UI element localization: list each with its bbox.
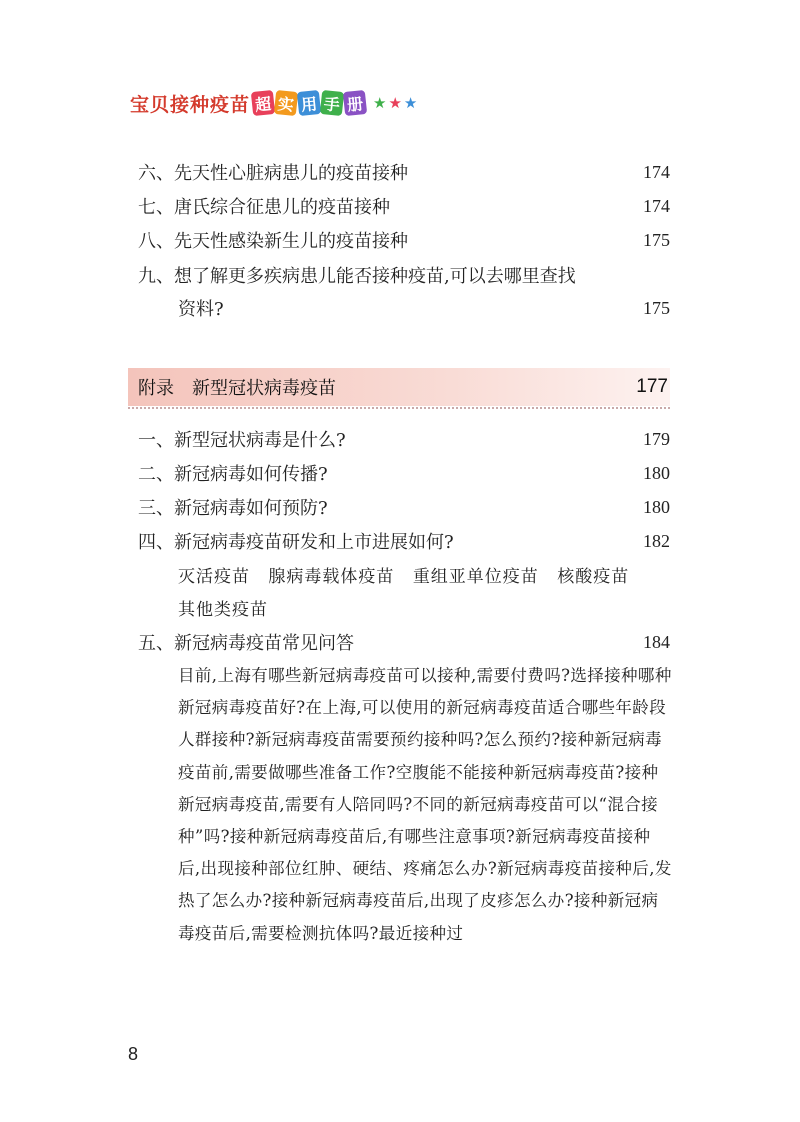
toc-entry[interactable] <box>138 260 670 290</box>
appendix-page: 177 <box>636 376 668 397</box>
toc-entry-label: 五、新冠病毒疫苗常见问答 <box>138 633 354 654</box>
star-icon: ★ <box>388 93 402 112</box>
toc-entry[interactable] <box>138 424 670 454</box>
toc-entry-label: 一、新型冠状病毒是什么? <box>138 430 346 451</box>
toc-entry[interactable] <box>138 225 670 255</box>
appendix-heading[interactable] <box>128 368 670 406</box>
toc-entry-continuation[interactable] <box>178 293 670 323</box>
toc-entry-label: 二、新冠病毒如何传播? <box>138 464 328 485</box>
vaccine-type: 重组亚单位疫苗 <box>412 567 539 587</box>
star-icon: ★ <box>403 93 418 112</box>
book-title-tiles <box>252 91 367 115</box>
toc-entry-page: 179 <box>643 428 670 449</box>
toc-entry[interactable] <box>138 526 670 556</box>
title-tile: 册 <box>343 90 367 116</box>
vaccine-types <box>178 562 641 587</box>
toc-entry-page: 184 <box>643 631 670 652</box>
toc-entry[interactable] <box>138 157 670 187</box>
stars-decoration <box>373 93 419 112</box>
toc-entry-label: 七、唐氏综合征患儿的疫苗接种 <box>138 197 390 218</box>
toc-entry-page: 175 <box>643 297 670 318</box>
appendix-title: 附录 新型冠状病毒疫苗 <box>138 378 336 399</box>
book-title: 宝贝接种疫苗 <box>130 93 251 116</box>
toc-entry-page: 180 <box>643 496 670 517</box>
dotted-divider <box>128 407 670 409</box>
toc-entry-label: 四、新冠病毒疫苗研发和上市进展如何? <box>138 532 454 553</box>
title-tile: 用 <box>297 90 321 116</box>
page-number: 8 <box>128 1044 139 1064</box>
toc-entry-label: 资料? <box>178 299 224 320</box>
vaccine-type: 核酸疫苗 <box>557 567 630 587</box>
toc-entry-label: 八、先天性感染新生儿的疫苗接种 <box>138 231 408 252</box>
faq-summary-paragraph: 目前,上海有哪些新冠病毒疫苗可以接种,需要付费吗?选择接种哪种新冠病毒疫苗好?在上海,可以使用的新冠病毒疫苗适合哪些年龄段人群接种?新冠病毒疫苗需要预约接种吗?怎么预约?接种新冠病毒疫苗前,需要做哪些准备工作?空腹能不能接种新冠病毒疫苗?接种新冠病毒疫苗,需要有人陪同吗?不同的新冠病毒疫苗可以“混合接种”吗?接种新冠病毒疫苗后,有哪些注意事项?新冠病毒疫苗接种后,出现接种部位红肿、硬结、疼痛怎么办?新冠病毒疫苗接种后,发热了怎么办?接种新冠病毒疫苗后,出现了皮疹怎么办?接种新冠病毒疫苗后,需要检测抗体吗?最近接种过 <box>178 666 672 943</box>
toc-entry-page: 175 <box>643 229 670 250</box>
title-tile: 手 <box>320 90 344 116</box>
toc-entry-label: 六、先天性心脏病患儿的疫苗接种 <box>138 163 408 184</box>
toc-entry-page: 180 <box>643 462 670 483</box>
toc-entry[interactable] <box>138 627 670 657</box>
toc-entry[interactable] <box>138 492 670 522</box>
star-icon: ★ <box>373 93 387 112</box>
title-tile: 实 <box>274 90 298 116</box>
toc-entry-label: 三、新冠病毒如何预防? <box>138 498 328 519</box>
toc-entry[interactable] <box>138 191 670 221</box>
running-header <box>130 86 419 120</box>
toc-entry-page: 174 <box>643 161 670 182</box>
toc-entry-page: 174 <box>643 195 670 216</box>
vaccine-types-continued <box>178 595 280 620</box>
vaccine-type: 腺病毒载体疫苗 <box>268 567 395 587</box>
vaccine-type: 其他类疫苗 <box>178 600 268 620</box>
title-tile: 超 <box>251 90 275 116</box>
toc-entry[interactable] <box>138 458 670 488</box>
toc-entry-page: 182 <box>643 530 670 551</box>
vaccine-type: 灭活疫苗 <box>178 567 250 587</box>
toc-entry-label: 九、想了解更多疾病患儿能否接种疫苗,可以去哪里查找 <box>138 266 576 287</box>
